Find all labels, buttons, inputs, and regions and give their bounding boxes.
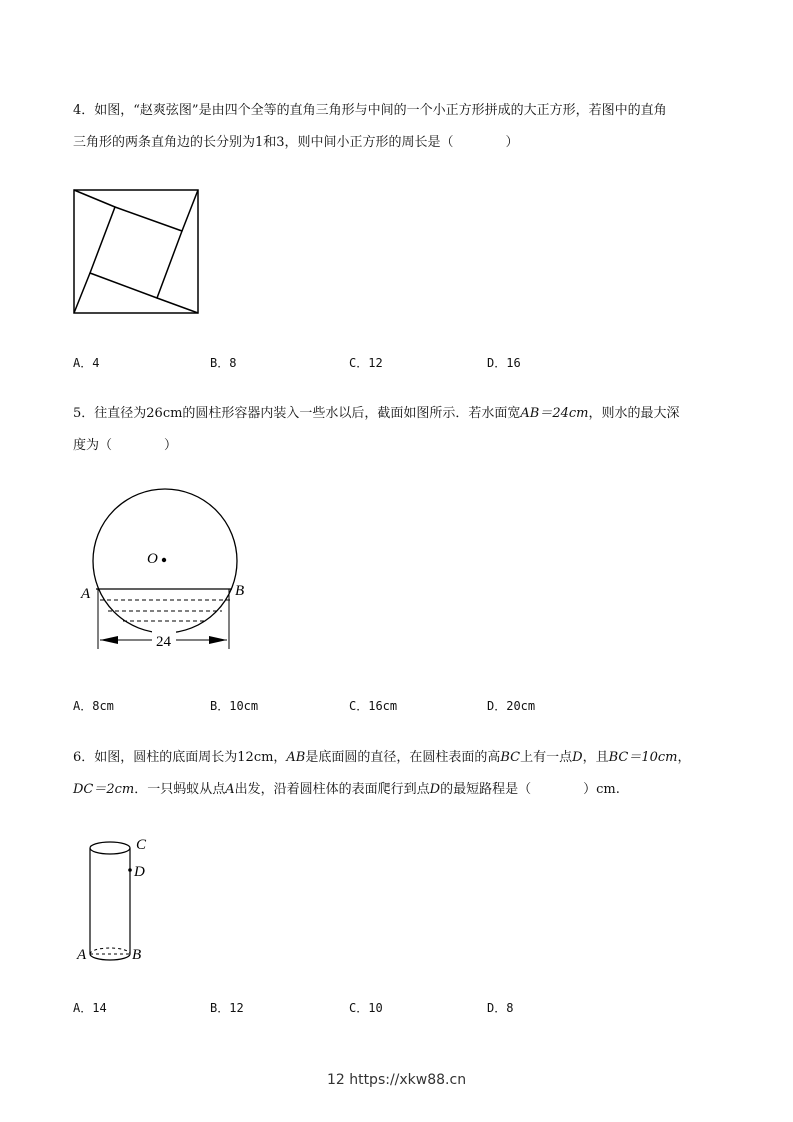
q6-text-part: ．一只蚂蚁从点 — [134, 782, 226, 797]
q4-text-line1: 4．如图，“赵爽弦图”是由四个全等的直角三角形与中间的一个小正方形拼成的大正方形，若图中的直角 — [73, 103, 667, 118]
q5-arrow-right — [209, 636, 227, 644]
q6-text-part: 6．如图，圆柱的底面周长为12cm， — [73, 750, 287, 765]
q5-option-c: C．16cm — [349, 699, 398, 713]
q6-text-line2 — [73, 781, 620, 799]
q5-text-line2: 度为（ ） — [73, 438, 178, 453]
q5-option-b: B．10cm — [210, 699, 259, 713]
q4-inner-square — [90, 207, 182, 298]
q6-cylinder-bottom-back — [90, 948, 130, 954]
q6-label-c: C — [136, 837, 147, 853]
q4-zhao-shuang-diagram — [73, 189, 199, 315]
q4-text-line2: 三角形的两条直角边的长分别为1和3，则中间小正方形的周长是（ ） — [73, 135, 519, 150]
q4-triangle-side-2 — [182, 190, 198, 231]
q5-circle-diagram — [78, 489, 253, 654]
q6-formula-bc: BC＝10cm — [608, 750, 678, 765]
q6-var-d: D — [429, 782, 441, 797]
q6-label-b: B — [132, 947, 142, 963]
q5-label-a: A — [81, 586, 91, 602]
q6-label-d: D — [134, 864, 145, 880]
q4-triangle-side-1 — [74, 190, 115, 207]
q4-outer-square — [74, 190, 198, 313]
q6-text-part: 出发，沿着圆柱体的表面爬行到点 — [234, 782, 430, 797]
q6-formula-dc: DC＝2cm — [73, 782, 135, 797]
q4-triangle-side-4 — [74, 273, 90, 313]
q5-arrow-left — [100, 636, 118, 644]
q5-text-prefix: 5．往直径为26cm的圆柱形容器内装入一些水以后，截面如图所示．若水面宽 — [73, 406, 521, 421]
q6-option-c: C．10 — [349, 1001, 383, 1015]
q4-option-b: B．8 — [210, 356, 237, 370]
q6-option-d: D．8 — [487, 1001, 514, 1015]
q5-option-a: A．8cm — [73, 699, 114, 713]
q5-center-dot — [162, 558, 166, 562]
q4-option-c: C．12 — [349, 356, 383, 370]
q5-dimension-label: 24 — [156, 634, 171, 650]
q6-option-a: A．14 — [73, 1001, 107, 1015]
q4-triangle-side-3 — [157, 298, 198, 313]
q5-label-o: O — [147, 551, 158, 567]
q5-text-line1 — [73, 405, 680, 423]
q4-option-d: D．16 — [487, 356, 521, 370]
q6-cylinder-bottom-front — [90, 954, 130, 960]
q6-text-part: 是底面圆的直径，在圆柱表面的高 — [305, 750, 501, 765]
q6-var-ab: AB — [286, 750, 306, 765]
q6-var-bc: BC — [500, 750, 521, 765]
q6-text-part: ， — [677, 750, 691, 765]
q6-option-b: B．12 — [210, 1001, 244, 1015]
q6-var-d: D — [572, 750, 583, 765]
page-footer[interactable]: 12 https://xkw88.cn — [326, 1072, 467, 1088]
q5-option-d: D．20cm — [487, 699, 536, 713]
q5-text-suffix: ，则水的最大深 — [588, 406, 680, 421]
q6-text-part: 的最短路程是（ ）cm. — [440, 782, 620, 797]
q6-text-part: 上有一点 — [520, 750, 573, 765]
q4-option-a: A．4 — [73, 356, 100, 370]
q6-text-line1 — [73, 749, 691, 767]
q6-var-a: A — [225, 782, 235, 797]
q5-label-b: B — [235, 583, 245, 599]
q6-point-d — [128, 868, 132, 872]
q6-label-a: A — [77, 947, 87, 963]
q6-cylinder-top — [90, 842, 130, 854]
q6-cylinder-diagram — [76, 836, 156, 966]
q5-formula: AB＝24cm — [520, 406, 589, 421]
q6-text-part: ，且 — [582, 750, 609, 765]
